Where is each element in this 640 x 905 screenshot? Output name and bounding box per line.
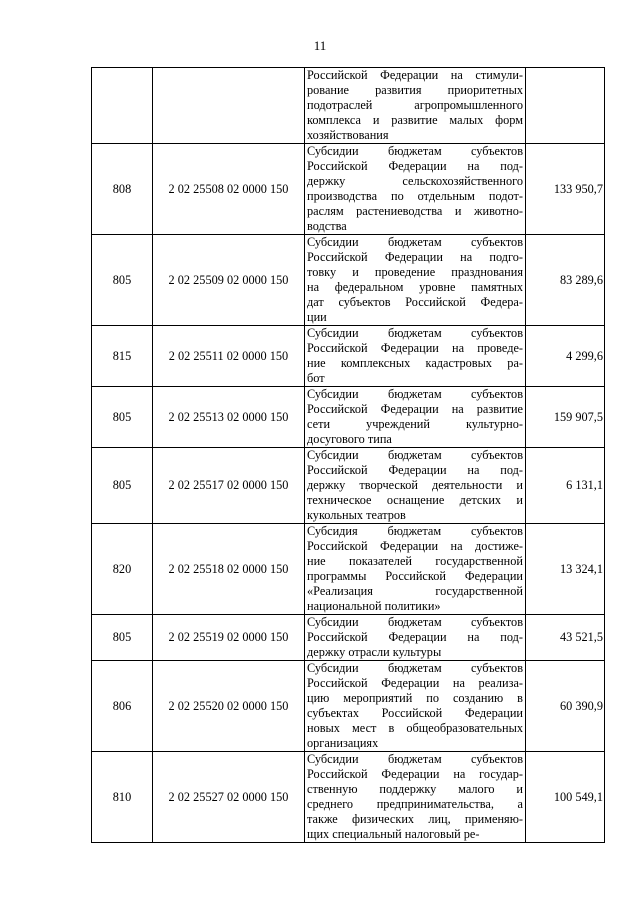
- budget-code-cell: 2 02 25509 02 0000 150: [153, 235, 305, 326]
- description-line: Субсидии бюджетам субъектов: [307, 752, 523, 766]
- table-row: [92, 615, 605, 661]
- table-row: [92, 144, 605, 235]
- budget-code-cell: 2 02 25517 02 0000 150: [153, 448, 305, 524]
- description-line: Российской Федерации на под-: [307, 159, 523, 173]
- description-line: Российской Федерации на под-: [307, 463, 523, 477]
- budget-code-cell: 2 02 25513 02 0000 150: [153, 387, 305, 448]
- description-line: держку отрасли культуры: [307, 645, 442, 659]
- description-line: Российской Федерации на государ-: [307, 767, 523, 781]
- admin-code-cell: 805: [92, 235, 153, 326]
- description-line: кукольных театров: [307, 508, 406, 522]
- description-cell: [305, 68, 526, 144]
- description-line: Российской Федерации на подго-: [307, 250, 523, 264]
- amount-cell: 13 324,1: [526, 524, 605, 615]
- admin-code-cell: 805: [92, 448, 153, 524]
- description-line: производства по отдельным подот-: [307, 189, 523, 203]
- budget-code-cell: 2 02 25508 02 0000 150: [153, 144, 305, 235]
- description-cell: [305, 235, 526, 326]
- amount-cell: 83 289,6: [526, 235, 605, 326]
- description-line: бот: [307, 371, 325, 385]
- description-line: держку творческой деятельности и: [307, 478, 523, 492]
- table-body: [92, 68, 605, 843]
- table-row: [92, 235, 605, 326]
- description-line: ние комплексных кадастровых ра-: [307, 356, 523, 370]
- table-row: [92, 68, 605, 144]
- budget-code-cell: 2 02 25511 02 0000 150: [153, 326, 305, 387]
- description-line: Субсидии бюджетам субъектов: [307, 387, 523, 401]
- description-line: ние показателей государственной: [307, 554, 523, 568]
- amount-cell: 133 950,7: [526, 144, 605, 235]
- description-line: Субсидии бюджетам субъектов: [307, 661, 523, 675]
- amount-cell: 4 299,6: [526, 326, 605, 387]
- description-line: также физических лиц, применяю-: [307, 812, 523, 826]
- description-line: комплекса и развитие малых форм: [307, 113, 523, 127]
- description-line: среднего предпринимательства, а: [307, 797, 523, 811]
- description-line: программы Российской Федерации: [307, 569, 523, 583]
- description-line: досугового типа: [307, 432, 392, 446]
- description-line: Российской Федерации на стимули-: [307, 68, 523, 82]
- description-line: «Реализация государственной: [307, 584, 523, 598]
- table-row: [92, 387, 605, 448]
- description-cell: [305, 615, 526, 661]
- amount-cell: 60 390,9: [526, 661, 605, 752]
- admin-code-cell: 815: [92, 326, 153, 387]
- description-line: Субсидии бюджетам субъектов: [307, 144, 523, 158]
- description-line: рование развития приоритетных: [307, 83, 523, 97]
- description-line: Российской Федерации на развитие: [307, 402, 523, 416]
- description-line: техническое оснащение детских и: [307, 493, 523, 507]
- table-row: [92, 661, 605, 752]
- description-cell: [305, 524, 526, 615]
- amount-cell: 6 131,1: [526, 448, 605, 524]
- description-line: щих специальный налоговый ре-: [307, 827, 480, 841]
- description-cell: [305, 387, 526, 448]
- description-line: Субсидии бюджетам субъектов: [307, 615, 523, 629]
- description-line: Российской Федерации на реализа-: [307, 676, 523, 690]
- budget-code-cell: 2 02 25519 02 0000 150: [153, 615, 305, 661]
- admin-code-cell: 805: [92, 615, 153, 661]
- description-line: ции: [307, 310, 327, 324]
- description-line: раслям растениеводства и животно-: [307, 204, 523, 218]
- description-line: субъектах Российской Федерации: [307, 706, 523, 720]
- description-line: Субсидии бюджетам субъектов: [307, 326, 523, 340]
- budget-code-cell: 2 02 25520 02 0000 150: [153, 661, 305, 752]
- amount-cell: [526, 68, 605, 144]
- page-number: 11: [313, 38, 327, 53]
- amount-cell: 159 907,5: [526, 387, 605, 448]
- description-line: хозяйствования: [307, 128, 389, 142]
- description-line: товку и проведение празднования: [307, 265, 523, 279]
- description-cell: [305, 448, 526, 524]
- description-line: сети учреждений культурно-: [307, 417, 523, 431]
- description-line: организациях: [307, 736, 379, 750]
- description-line: цию мероприятий по созданию в: [307, 691, 523, 705]
- description-line: на федеральном уровне памятных: [307, 280, 523, 294]
- admin-code-cell: 808: [92, 144, 153, 235]
- description-cell: [305, 144, 526, 235]
- description-line: ственную поддержку малого и: [307, 782, 523, 796]
- description-line: дат субъектов Российской Федера-: [307, 295, 523, 309]
- table-row: [92, 326, 605, 387]
- admin-code-cell: [92, 68, 153, 144]
- description-line: новых мест в общеобразовательных: [307, 721, 523, 735]
- admin-code-cell: 806: [92, 661, 153, 752]
- description-cell: [305, 661, 526, 752]
- table-row: [92, 448, 605, 524]
- description-cell: [305, 752, 526, 843]
- description-line: водства: [307, 219, 347, 233]
- admin-code-cell: 820: [92, 524, 153, 615]
- budget-code-cell: 2 02 25527 02 0000 150: [153, 752, 305, 843]
- admin-code-cell: 805: [92, 387, 153, 448]
- description-line: Субсидия бюджетам субъектов: [307, 524, 523, 538]
- description-line: Российской Федерации на под-: [307, 630, 523, 644]
- table-row: [92, 524, 605, 615]
- description-line: Субсидии бюджетам субъектов: [307, 235, 523, 249]
- amount-cell: 100 549,1: [526, 752, 605, 843]
- description-line: национальной политики»: [307, 599, 441, 613]
- description-line: подотраслей агропромышленного: [307, 98, 523, 112]
- description-cell: [305, 326, 526, 387]
- amount-cell: 43 521,5: [526, 615, 605, 661]
- description-line: держку сельскохозяйственного: [307, 174, 523, 188]
- description-line: Субсидии бюджетам субъектов: [307, 448, 523, 462]
- budget-table: [91, 67, 605, 843]
- admin-code-cell: 810: [92, 752, 153, 843]
- table-row: [92, 752, 605, 843]
- budget-code-cell: [153, 68, 305, 144]
- description-line: Российской Федерации на проведе-: [307, 341, 523, 355]
- budget-code-cell: 2 02 25518 02 0000 150: [153, 524, 305, 615]
- description-line: Российской Федерации на достиже-: [307, 539, 523, 553]
